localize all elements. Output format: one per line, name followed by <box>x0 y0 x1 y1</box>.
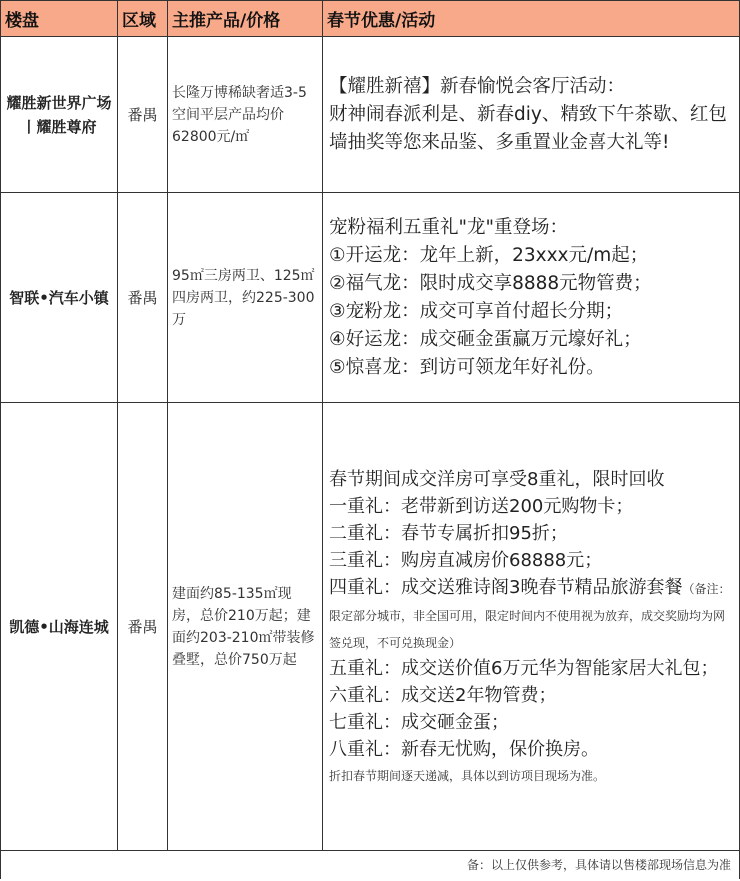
table-row <box>1 37 740 193</box>
promo-line: 七重礼：成交砸金蛋； <box>329 712 509 733</box>
header-row <box>1 1 740 37</box>
project-name: 凯德•山海连城 <box>1 403 118 851</box>
project-product: 长隆万博稀缺奢适3-5空间平层产品均价62800元/㎡ <box>168 37 323 193</box>
footer-row <box>1 851 740 879</box>
header-area: 区域 <box>118 1 168 37</box>
header-product: 主推产品/价格 <box>168 1 323 37</box>
project-name: 智联•汽车小镇 <box>1 193 118 403</box>
promo-note: （备注：限定部分城市，非全国可用，限定时间内不使用视为放弃，成交奖励均为网签兑现，不可兑换现金） <box>329 582 731 650</box>
project-product: 95㎡三房两卫、125㎡四房两卫，约225-300万 <box>168 193 323 403</box>
project-area: 番禺 <box>118 193 168 403</box>
promo-line: 春节期间成交洋房可享受8重礼，限时回收 <box>329 469 665 490</box>
promo-line: ③宠粉龙：成交可享首付超长分期； <box>329 300 624 322</box>
promo-line: ②福气龙：限时成交享8888元物管费； <box>329 272 652 294</box>
project-area: 番禺 <box>118 403 168 851</box>
table-row <box>1 193 740 403</box>
promo-line: 财神闹春派利是、新春diy、精致下午茶歇、红包墙抽奖等您来品鉴、多重置业金喜大礼等! <box>329 103 727 153</box>
header-project: 楼盘 <box>1 1 118 37</box>
project-area: 番禺 <box>118 37 168 193</box>
promo-line: 六重礼：成交送2年物管费； <box>329 685 557 706</box>
project-promo <box>323 193 740 403</box>
promo-line: 二重礼：春节专属折扣95折； <box>329 523 568 544</box>
header-promo: 春节优惠/活动 <box>323 1 740 37</box>
promo-line: 一重礼：老带新到访送200元购物卡； <box>329 496 634 517</box>
promo-line: 五重礼：成交送价值6万元华为智能家居大礼包； <box>329 658 719 679</box>
promo-line: 宠粉福利五重礼"龙"重登场： <box>329 216 569 238</box>
project-product: 建面约85-135㎡现房，总价210万起；建面约203-210㎡带装修叠墅，总价750万起 <box>168 403 323 851</box>
promo-line: 三重礼：购房直减房价68888元； <box>329 550 603 571</box>
footer-note: 备：以上仅供参考，具体请以售楼部现场信息为准 <box>323 851 740 879</box>
project-promo <box>323 403 740 851</box>
promo-line: ①开运龙：龙年上新，23xxx元/m起； <box>329 244 649 266</box>
project-name: 耀胜新世界广场丨耀胜尊府 <box>1 37 118 193</box>
promo-line: ⑤惊喜龙：到访可领龙年好礼份。 <box>329 356 605 378</box>
promo-line: 【耀胜新禧】新春愉悦会客厅活动： <box>329 75 626 97</box>
table-row <box>1 403 740 851</box>
promo-footnote: 折扣春节期间逐天递减，具体以到访项目现场为准。 <box>329 769 606 783</box>
promo-line: 四重礼：成交送雅诗阁3晚春节精品旅游套餐 <box>329 577 683 598</box>
promo-line: 八重礼：新春无忧购，保价换房。 <box>329 739 599 760</box>
project-promo <box>323 37 740 193</box>
promo-line: ④好运龙：成交砸金蛋赢万元壕好礼； <box>329 328 642 350</box>
